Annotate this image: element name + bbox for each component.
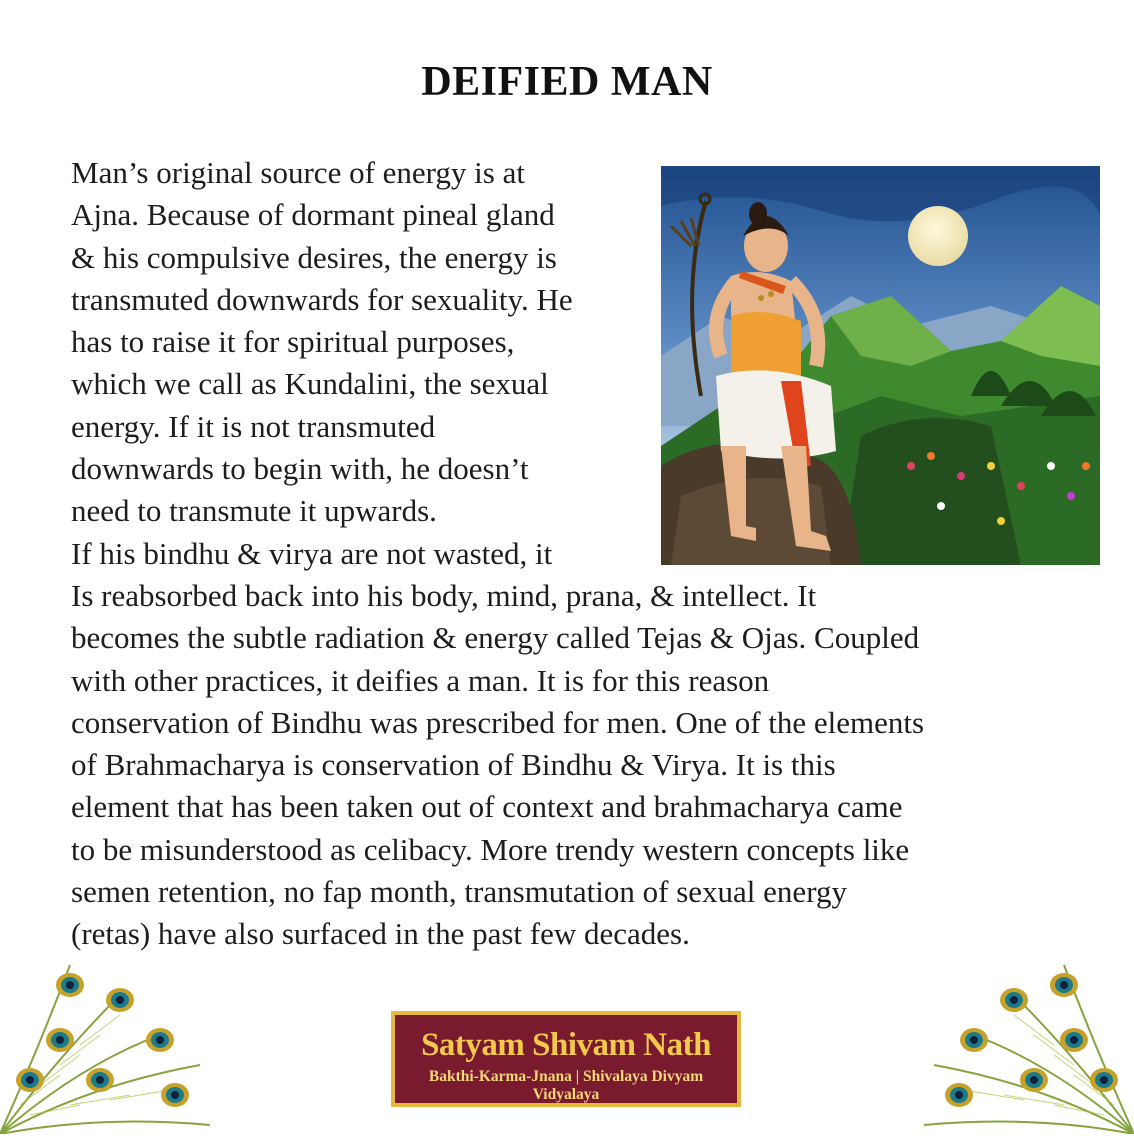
body-line: Ajna. Because of dormant pineal gland — [71, 197, 555, 233]
peacock-feather-icon — [920, 955, 1134, 1139]
peacock-feather-icon — [0, 955, 214, 1139]
brand-tagline: Bakthi-Karma-Jnana | Shivalaya Divyam Vidyalaya — [428, 1068, 704, 1103]
body-line: need to transmute it upwards. — [71, 493, 437, 529]
body-line: Is reabsorbed back into his body, mind, prana, & intellect. It — [71, 578, 817, 613]
body-line: If his bindhu & virya are not wasted, it — [71, 535, 553, 571]
body-line: downwards to begin with, he doesn’t — [71, 451, 529, 487]
body-line: conservation of Bindhu was prescribed for men. One of the elements — [71, 704, 925, 740]
body-line: element that has been taken out of context and brahmacharya came — [71, 789, 903, 825]
body-line: with other practices, it deifies a man. It is for this reason — [71, 662, 770, 698]
page-title: DEIFIED MAN — [421, 59, 713, 105]
body-line: to be misunderstood as celibacy. More trendy western concepts like — [71, 831, 910, 867]
body-line: of Brahmacharya is conservation of Bindhu & Virya. It is this — [71, 747, 836, 783]
lord-rama-painting — [661, 166, 1100, 565]
body-line: transmuted downwards for sexuality. He — [71, 281, 573, 317]
body-text-full — [71, 575, 1101, 956]
brand-name: Satyam Shivam Nath — [421, 1027, 711, 1063]
body-line: & his compulsive desires, the energy is — [71, 239, 557, 275]
body-line: has to raise it for spiritual purposes, — [71, 324, 515, 360]
body-line: energy. If it is not transmuted — [71, 408, 436, 444]
body-line: which we call as Kundalini, the sexual — [71, 366, 549, 402]
body-line: (retas) have also surfaced in the past few decades. — [71, 916, 690, 952]
body-text-wrapped — [71, 152, 661, 575]
body-line: semen retention, no fap month, transmutation of sexual energy — [71, 874, 847, 910]
brand-logo — [391, 1011, 741, 1107]
body-line: Man’s original source of energy is at — [71, 155, 525, 190]
body-line: becomes the subtle radiation & energy called Tejas & Ojas. Coupled — [71, 620, 920, 656]
